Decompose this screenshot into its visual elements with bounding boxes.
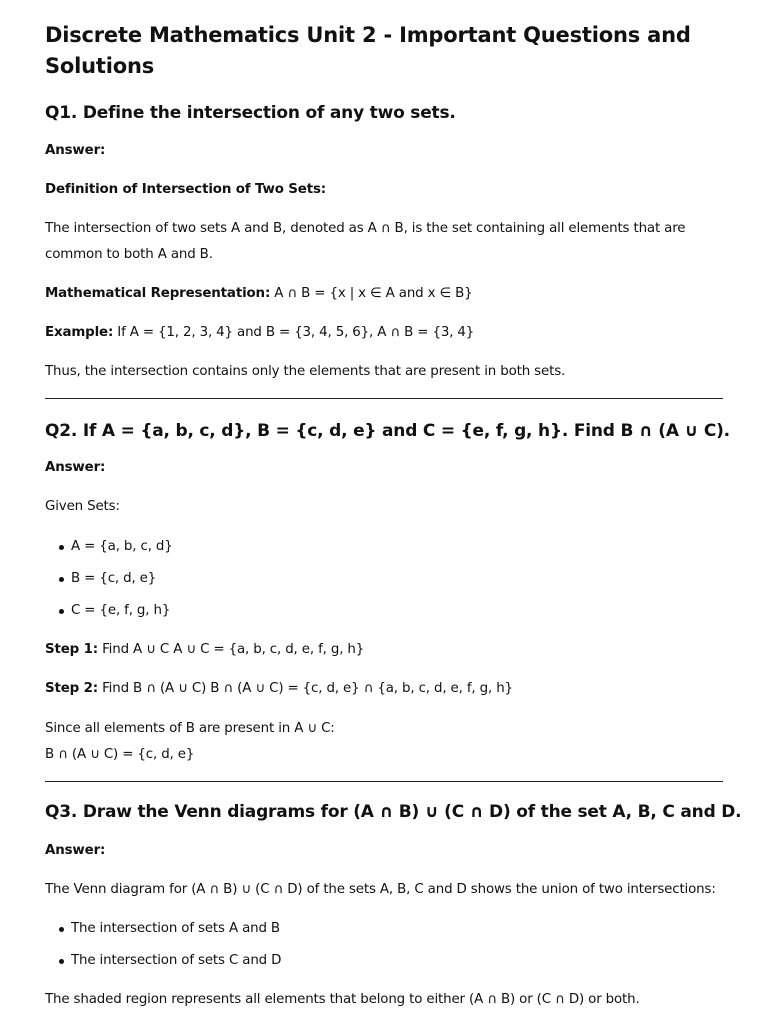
q1-definition-text: The intersection of two sets A and B, denoted as A ∩ B, is the set containing all elements that are common to both A and B. <box>45 221 686 262</box>
step-2-text: Find B ∩ (A ∪ C) B ∩ (A ∪ C) = {c, d, e} ∩ {a, b, c, d, e, f, g, h} <box>98 681 513 696</box>
example-label: Example: <box>45 325 114 340</box>
q3-shaded-text: The shaded region represents all elements that belong to either (A ∩ B) or (C ∩ D) or both. <box>45 992 640 1007</box>
q1-example <box>45 320 725 346</box>
answer-label: Answer: <box>45 460 106 475</box>
q3-answer-label <box>45 838 725 864</box>
list-item: A = {a, b, c, d} <box>45 531 173 563</box>
list-item: The intersection of sets C and D <box>45 945 281 977</box>
list-item: C = {e, f, g, h} <box>45 595 173 627</box>
answer-label: Answer: <box>45 143 106 158</box>
q2-step-2 <box>45 676 725 702</box>
q3-items-list <box>45 913 281 977</box>
math-text: A ∩ B = {x | x ∈ A and x ∈ B} <box>270 286 473 301</box>
q2-since-line: Since all elements of B are present in A ∪ C: <box>45 721 335 736</box>
q1-definition-heading <box>45 177 725 203</box>
q2-given-sets-label: Given Sets: <box>45 499 120 514</box>
question-2-heading: Q2. If A = {a, b, c, d}, B = {c, d, e} and C = {e, f, g, h}. Find B ∩ (A ∪ C). <box>45 421 730 441</box>
q2-answer-label <box>45 455 725 481</box>
math-label: Mathematical Representation: <box>45 286 271 301</box>
q2-step-1 <box>45 637 725 663</box>
q2-sets-list <box>45 531 173 627</box>
page-title: Discrete Mathematics Unit 2 - Important Questions and Solutions <box>45 23 691 78</box>
definition-label: Definition of Intersection of Two Sets: <box>45 182 326 197</box>
step-1-text: Find A ∪ C A ∪ C = {a, b, c, d, e, f, g, h} <box>98 642 365 657</box>
q1-answer-label <box>45 138 725 164</box>
q1-conclusion: Thus, the intersection contains only the elements that are present in both sets. <box>45 364 566 379</box>
section-divider <box>45 398 723 399</box>
list-item: The intersection of sets A and B <box>45 913 281 945</box>
step-2-label: Step 2: <box>45 681 98 696</box>
list-item: B = {c, d, e} <box>45 563 173 595</box>
section-divider <box>45 781 723 782</box>
q1-math-representation <box>45 281 725 307</box>
question-3-heading: Q3. Draw the Venn diagrams for (A ∩ B) ∪ (C ∩ D) of the set A, B, C and D. <box>45 802 742 822</box>
answer-label: Answer: <box>45 843 106 858</box>
q2-result-line: B ∩ (A ∪ C) = {c, d, e} <box>45 747 195 762</box>
q3-intro: The Venn diagram for (A ∩ B) ∪ (C ∩ D) of the sets A, B, C and D shows the union of two intersections: <box>45 882 716 897</box>
question-1-heading: Q1. Define the intersection of any two sets. <box>45 103 456 123</box>
example-text: If A = {1, 2, 3, 4} and B = {3, 4, 5, 6}, A ∩ B = {3, 4} <box>113 325 475 340</box>
step-1-label: Step 1: <box>45 642 98 657</box>
